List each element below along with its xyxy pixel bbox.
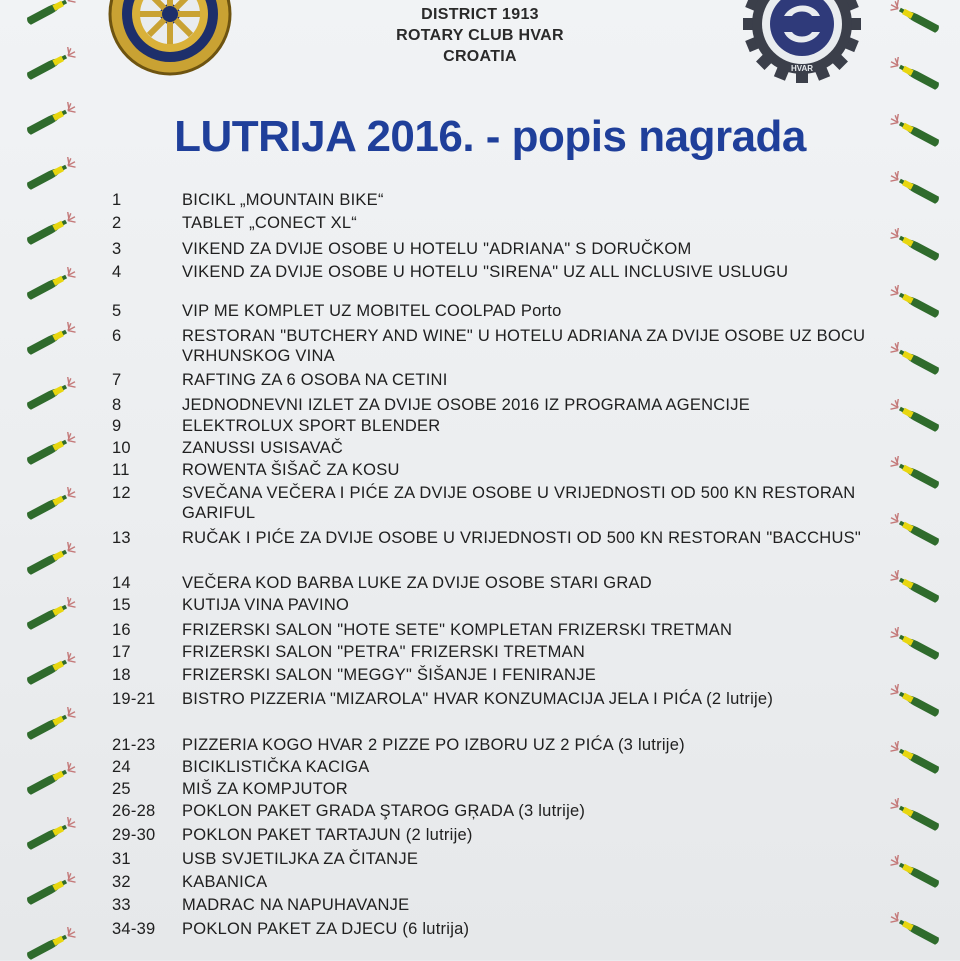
prize-description: VIKEND ZA DVIJE OSOBE U HOTELU "SIRENA" UZ ALL INCLUSIVE USLUGU — [182, 263, 789, 281]
prize-number: 25 — [112, 780, 131, 798]
champagne-bottle-icon — [22, 707, 82, 741]
champagne-bottle-icon — [22, 762, 82, 796]
prize-description: VIKEND ZA DVIJE OSOBE U HOTELU "ADRIANA" S DORUČKOM — [182, 240, 692, 258]
prize-number: 7 — [112, 371, 122, 389]
prize-number: 1 — [112, 191, 122, 209]
champagne-bottle-icon — [22, 47, 82, 81]
prize-description: FRIZERSKI SALON "HOTE SETE" KOMPLETAN FRIZERSKI TRETMAN — [182, 621, 733, 639]
prize-number: 9 — [112, 417, 122, 435]
champagne-bottle-icon — [884, 741, 944, 775]
champagne-bottle-icon — [22, 927, 82, 961]
prize-description: TABLET „CONECT XL“ — [182, 214, 358, 232]
champagne-bottle-icon — [884, 285, 944, 319]
prize-number: 8 — [112, 396, 122, 414]
prize-number: 3 — [112, 240, 122, 258]
prize-description: JEDNODNEVNI IZLET ZA DVIJE OSOBE 2016 IZ PROGRAMA AGENCIJE — [182, 396, 751, 414]
prize-description: FRIZERSKI SALON "MEGGY" ŠIŠANJE I FENIRANJE — [182, 666, 596, 684]
champagne-bottle-icon — [884, 912, 944, 946]
hvar-logo-text: HVAR — [790, 64, 814, 73]
champagne-bottle-icon — [22, 487, 82, 521]
champagne-bottle-icon — [22, 212, 82, 246]
prize-number: 6 — [112, 327, 122, 345]
prize-description: BICIKL „MOUNTAIN BIKE“ — [182, 191, 384, 209]
prize-number: 5 — [112, 302, 122, 320]
prize-number: 13 — [112, 529, 131, 547]
prize-description: BICIKLISTIČKA KACIGA — [182, 758, 370, 776]
champagne-bottle-icon — [884, 570, 944, 604]
prize-number: 32 — [112, 873, 131, 891]
prize-description: VEČERA KOD BARBA LUKE ZA DVIJE OSOBE STARI GRAD — [182, 574, 652, 592]
prize-description: USB SVJETILJKA ZA ČITANJE — [182, 850, 419, 868]
prize-number: 10 — [112, 439, 131, 457]
prize-number: 26-28 — [112, 802, 156, 820]
champagne-bottle-icon — [884, 798, 944, 832]
prize-number: 24 — [112, 758, 131, 776]
prize-description: SVEČANA VEČERA I PIĆE ZA DVIJE OSOBE U VRIJEDNOSTI OD 500 KN RESTORAN GARIFUL — [182, 484, 856, 522]
country-line: CROATIA — [443, 48, 517, 65]
rotary-club-hvar-logo — [742, 0, 862, 84]
prize-number: 33 — [112, 896, 131, 914]
prize-number: 19-21 — [112, 690, 156, 708]
prize-number: 21-23 — [112, 736, 156, 754]
prize-number: 31 — [112, 850, 131, 868]
prize-number: 14 — [112, 574, 131, 592]
prize-description: POKLON PAKET ZA DJECU (6 lutrija) — [182, 920, 470, 938]
prize-description: ELEKTROLUX SPORT BLENDER — [182, 417, 441, 435]
prize-number: 16 — [112, 621, 131, 639]
left-bottle-border — [0, 0, 80, 960]
champagne-bottle-icon — [884, 228, 944, 262]
prize-number: 4 — [112, 263, 122, 281]
champagne-bottle-icon — [22, 267, 82, 301]
right-bottle-border — [880, 0, 960, 960]
champagne-bottle-icon — [884, 513, 944, 547]
champagne-bottle-icon — [22, 102, 82, 136]
prize-description: KABANICA — [182, 873, 268, 891]
champagne-bottle-icon — [22, 432, 82, 466]
prize-number: 11 — [112, 461, 130, 479]
champagne-bottle-icon — [884, 684, 944, 718]
champagne-bottle-icon — [884, 342, 944, 376]
champagne-bottle-icon — [22, 0, 82, 26]
page-title: LUTRIJA 2016. - popis nagrada — [174, 112, 806, 161]
champagne-bottle-icon — [884, 399, 944, 433]
prize-description: PIZZERIA KOGO HVAR 2 PIZZE PO IZBORU UZ 2 PIĆA (3 lutrije) — [182, 736, 685, 754]
champagne-bottle-icon — [884, 0, 944, 34]
prize-number: 18 — [112, 666, 131, 684]
prize-number: 2 — [112, 214, 122, 232]
prize-description: ZANUSSI USISAVAČ — [182, 439, 344, 457]
club-header — [330, 4, 630, 67]
champagne-bottle-icon — [22, 542, 82, 576]
prize-description: POKLON PAKET GRADA ŞTAROG GŖADA (3 lutrije) — [182, 802, 586, 820]
prize-description: KUTIJA VINA PAVINO — [182, 596, 350, 614]
prize-number: 12 — [112, 484, 131, 502]
prize-description: MIŠ ZA KOMPJUTOR — [182, 780, 348, 798]
champagne-bottle-icon — [884, 171, 944, 205]
prize-description: ROWENTA ŠIŠAČ ZA KOSU — [182, 461, 400, 479]
prize-number: 17 — [112, 643, 131, 661]
club-name-line: ROTARY CLUB HVAR — [396, 27, 564, 44]
champagne-bottle-icon — [22, 157, 82, 191]
prize-number: 34-39 — [112, 920, 156, 938]
prize-description: FRIZERSKI SALON "PETRA" FRIZERSKI TRETMAN — [182, 643, 586, 661]
prize-description: RESTORAN "BUTCHERY AND WINE" U HOTELU ADRIANA ZA DVIJE OSOBE UZ BOCU VRHUNSKOG VINA — [182, 327, 866, 365]
prize-description: MADRAC NA NAPUHAVANJE — [182, 896, 410, 914]
champagne-bottle-icon — [22, 872, 82, 906]
champagne-bottle-icon — [22, 322, 82, 356]
champagne-bottle-icon — [22, 377, 82, 411]
champagne-bottle-icon — [22, 652, 82, 686]
prize-description: POKLON PAKET TARTAJUN (2 lutrije) — [182, 826, 473, 844]
prize-number: 15 — [112, 596, 131, 614]
district-line: DISTRICT 1913 — [421, 6, 539, 23]
champagne-bottle-icon — [884, 57, 944, 91]
prize-description: BISTRO PIZZERIA "MIZAROLA" HVAR KONZUMACIJA JELA I PIĆA (2 lutrije) — [182, 690, 774, 708]
prize-description: VIP ME KOMPLET UZ MOBITEL COOLPAD Porto — [182, 302, 562, 320]
prize-number: 29-30 — [112, 826, 156, 844]
champagne-bottle-icon — [884, 627, 944, 661]
champagne-bottle-icon — [22, 817, 82, 851]
prize-description: RAFTING ZA 6 OSOBA NA CETINI — [182, 371, 448, 389]
champagne-bottle-icon — [884, 114, 944, 148]
rotary-wheel-logo — [106, 0, 234, 78]
champagne-bottle-icon — [22, 597, 82, 631]
prize-description: RUČAK I PIĆE ZA DVIJE OSOBE U VRIJEDNOSTI OD 500 KN RESTORAN "BACCHUS" — [182, 529, 861, 547]
champagne-bottle-icon — [884, 456, 944, 490]
champagne-bottle-icon — [884, 855, 944, 889]
